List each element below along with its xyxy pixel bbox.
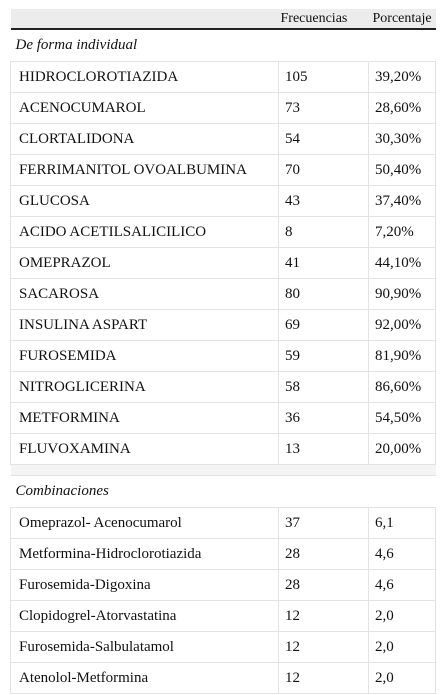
frequency: 54 [279, 124, 369, 155]
frequency: 28 [279, 570, 369, 601]
section-title-individual: De forma individual [11, 29, 436, 62]
percentage: 50,40% [369, 155, 436, 186]
table-row [11, 601, 436, 632]
drug-name: FLUVOXAMINA [11, 434, 279, 465]
drug-name: FERRIMANITOL OVOALBUMINA [11, 155, 279, 186]
frequency: 37 [279, 508, 369, 539]
drug-name: SACAROSA [11, 279, 279, 310]
frequency: 105 [279, 62, 369, 93]
table-row [11, 124, 436, 155]
drug-name: HIDROCLOROTIAZIDA [11, 62, 279, 93]
table-row [11, 539, 436, 570]
table-row [11, 248, 436, 279]
frequency: 43 [279, 186, 369, 217]
table-container [10, 9, 435, 694]
drug-name: Omeprazol- Acenocumarol [11, 508, 279, 539]
percentage: 37,40% [369, 186, 436, 217]
table-row [11, 372, 436, 403]
drug-name: Clopidogrel-Atorvastatina [11, 601, 279, 632]
drug-name: Metformina-Hidroclorotiazida [11, 539, 279, 570]
table-row [11, 93, 436, 124]
percentage: 86,60% [369, 372, 436, 403]
frequency: 41 [279, 248, 369, 279]
drug-name: OMEPRAZOL [11, 248, 279, 279]
table-row [11, 663, 436, 694]
percentage: 2,0 [369, 663, 436, 694]
section-spacer [11, 465, 436, 476]
percentage: 30,30% [369, 124, 436, 155]
percentage: 6,1 [369, 508, 436, 539]
percentage: 4,6 [369, 570, 436, 601]
frequency: 58 [279, 372, 369, 403]
percentage: 4,6 [369, 539, 436, 570]
table-row [11, 279, 436, 310]
percentage: 90,90% [369, 279, 436, 310]
section-individual [11, 29, 436, 62]
drug-name: Furosemida-Digoxina [11, 570, 279, 601]
frequency: 69 [279, 310, 369, 341]
table-row [11, 217, 436, 248]
table-body [11, 29, 436, 694]
header-frecuencias: Frecuencias [279, 9, 369, 29]
section-title-combinations: Combinaciones [11, 476, 436, 508]
drug-name: GLUCOSA [11, 186, 279, 217]
drug-name: NITROGLICERINA [11, 372, 279, 403]
percentage: 7,20% [369, 217, 436, 248]
frequency: 8 [279, 217, 369, 248]
spacer-cell [11, 465, 436, 476]
table-row [11, 434, 436, 465]
frequency: 70 [279, 155, 369, 186]
percentage: 44,10% [369, 248, 436, 279]
percentage: 20,00% [369, 434, 436, 465]
frequency: 80 [279, 279, 369, 310]
drug-name: CLORTALIDONA [11, 124, 279, 155]
drug-name: ACIDO ACETILSALICILICO [11, 217, 279, 248]
table-row [11, 403, 436, 434]
section-combinations [11, 476, 436, 508]
frequency: 73 [279, 93, 369, 124]
frequency: 28 [279, 539, 369, 570]
percentage: 54,50% [369, 403, 436, 434]
drug-frequency-table [10, 9, 436, 694]
frequency: 13 [279, 434, 369, 465]
header-porcentaje: Porcentaje [369, 9, 436, 29]
percentage: 81,90% [369, 341, 436, 372]
table-row [11, 186, 436, 217]
drug-name: FUROSEMIDA [11, 341, 279, 372]
frequency: 12 [279, 663, 369, 694]
header-name [11, 9, 279, 29]
drug-name: Atenolol-Metformina [11, 663, 279, 694]
table-row [11, 570, 436, 601]
percentage: 92,00% [369, 310, 436, 341]
percentage: 39,20% [369, 62, 436, 93]
table-row [11, 341, 436, 372]
table-row [11, 62, 436, 93]
frequency: 12 [279, 632, 369, 663]
drug-name: INSULINA ASPART [11, 310, 279, 341]
drug-name: METFORMINA [11, 403, 279, 434]
drug-name: Furosemida-Salbulatamol [11, 632, 279, 663]
frequency: 12 [279, 601, 369, 632]
percentage: 2,0 [369, 632, 436, 663]
table-header [11, 9, 436, 29]
table-row [11, 155, 436, 186]
table-row [11, 508, 436, 539]
percentage: 2,0 [369, 601, 436, 632]
table-row [11, 632, 436, 663]
frequency: 36 [279, 403, 369, 434]
percentage: 28,60% [369, 93, 436, 124]
table-row [11, 310, 436, 341]
drug-name: ACENOCUMAROL [11, 93, 279, 124]
frequency: 59 [279, 341, 369, 372]
